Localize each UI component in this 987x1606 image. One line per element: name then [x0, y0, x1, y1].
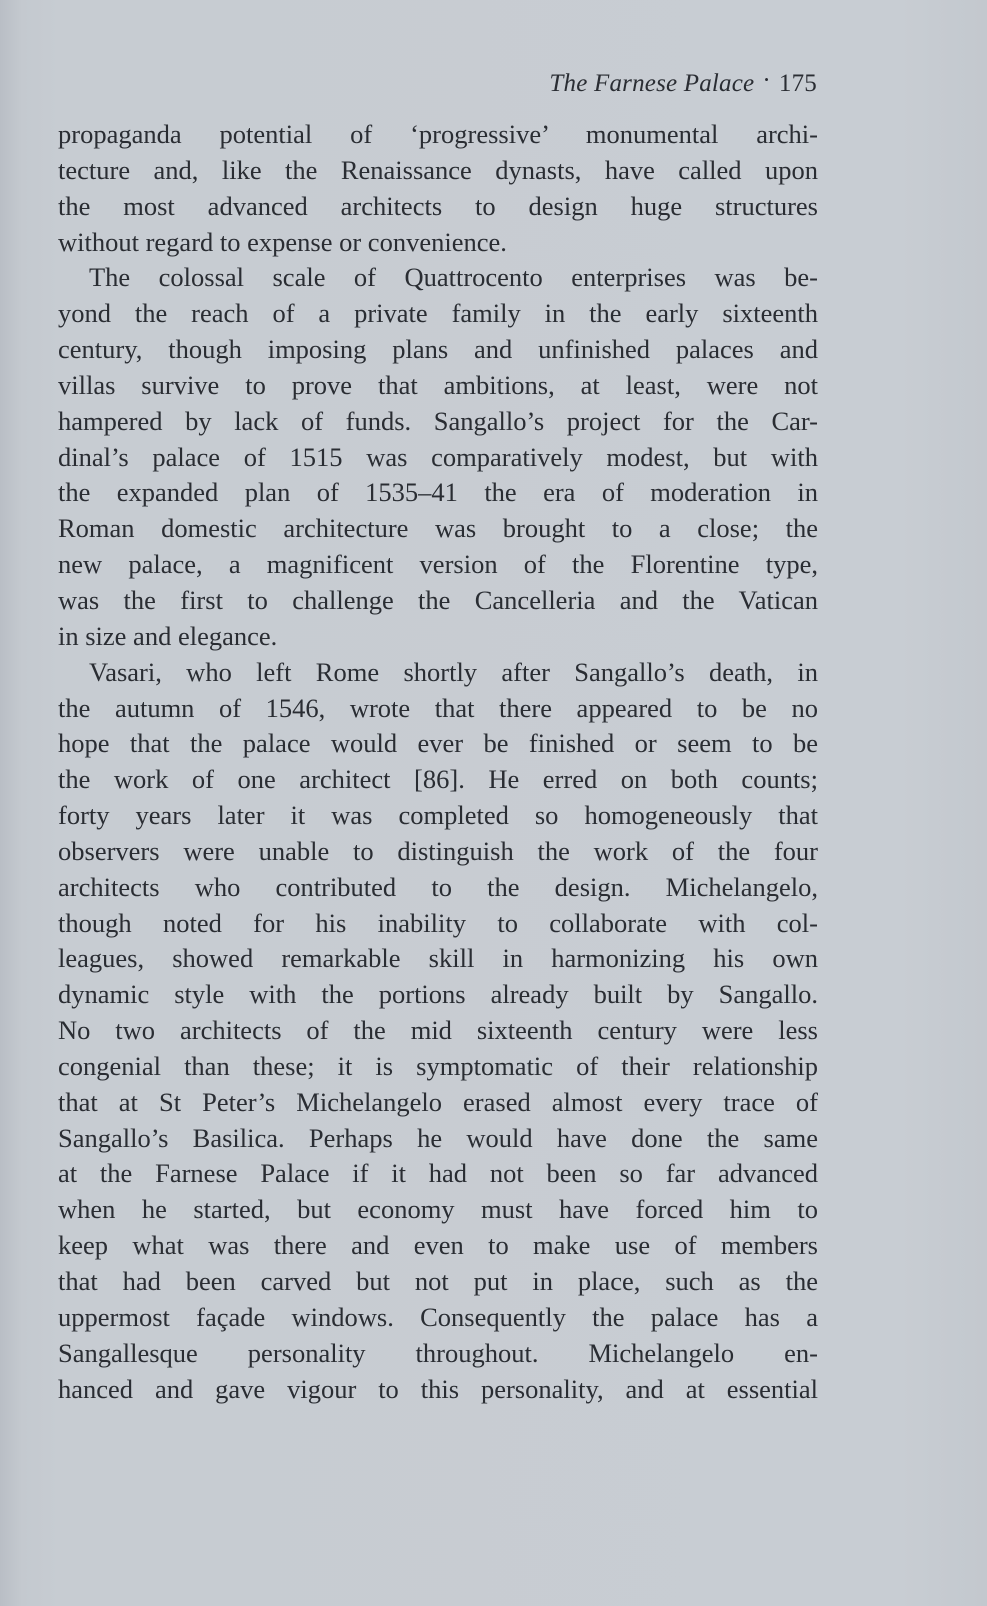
text-line: the autumn of 1546, wrote that there appeared to be no [58, 692, 818, 723]
text-line: propaganda potential of ‘progressive’ monumental archi- [58, 119, 818, 149]
text-line: the work of one architect [86]. He erred on both counts; [58, 764, 818, 795]
text-line: in size and elegance. [58, 620, 278, 651]
text-line: No two architects of the mid sixteenth century were less [58, 1015, 818, 1046]
text-line: hope that the palace would ever be finished or seem to be [58, 728, 818, 759]
text-line: Roman domestic architecture was brought to a close; the [58, 513, 818, 544]
text-line: that had been carved but not put in place, such as the [58, 1266, 818, 1296]
text-line: hanced and gave vigour to this personality, and at essential [58, 1373, 818, 1404]
text-line: new palace, a magnificent version of the Florentine type, [58, 549, 818, 580]
page-number: 175 [778, 70, 817, 97]
text-line: Sangallesque personality throughout. Michelangelo en- [58, 1337, 818, 1368]
text-line: dynamic style with the portions already built by Sangallo. [58, 979, 818, 1010]
text-line: was the first to challenge the Cancelleria and the Vatican [58, 584, 818, 615]
running-header [549, 67, 817, 98]
header-separator: · [762, 67, 771, 94]
text-line: though noted for his inability to collaborate with col- [58, 907, 818, 938]
text-line: architects who contributed to the design. Michelangelo, [58, 871, 818, 902]
text-line: keep what was there and even to make use of members [58, 1230, 818, 1261]
text-line: uppermost façade windows. Consequently the palace has a [58, 1301, 818, 1332]
text-line: Sangallo’s Basilica. Perhaps he would have done the same [58, 1122, 818, 1153]
text-line: congenial than these; it is symptomatic of their relationship [58, 1050, 818, 1081]
text-line: leagues, showed remarkable skill in harmonizing his own [58, 943, 818, 974]
text-line: hampered by lack of funds. Sangallo’s project for the Car- [58, 405, 818, 436]
text-line: without regard to expense or convenience. [58, 226, 507, 257]
text-line: at the Farnese Palace if it had not been so far advanced [58, 1158, 818, 1189]
text-line: the most advanced architects to design huge structures [58, 190, 818, 221]
text-line: observers were unable to distinguish the work of the four [58, 835, 818, 866]
body-text [58, 117, 818, 1407]
text-line: villas survive to prove that ambitions, at least, were not [58, 369, 818, 400]
text-line: yond the reach of a private family in the early sixteenth [58, 298, 818, 329]
running-title: The Farnese Palace [549, 70, 755, 97]
text-line: Vasari, who left Rome shortly after Sangallo’s death, in [89, 656, 818, 687]
text-line: dinal’s palace of 1515 was comparatively modest, but with [58, 441, 818, 472]
text-line: century, though imposing plans and unfinished palaces and [58, 334, 818, 365]
text-line: tecture and, like the Renaissance dynasts, have called upon [58, 154, 818, 185]
text-line: the expanded plan of 1535–41 the era of moderation in [58, 477, 818, 508]
text-line: forty years later it was completed so homogeneously that [58, 800, 818, 831]
text-line: The colossal scale of Quattrocento enterprises was be- [89, 262, 818, 293]
text-line: when he started, but economy must have forced him to [58, 1194, 818, 1225]
text-line: that at St Peter’s Michelangelo erased almost every trace of [58, 1086, 818, 1117]
